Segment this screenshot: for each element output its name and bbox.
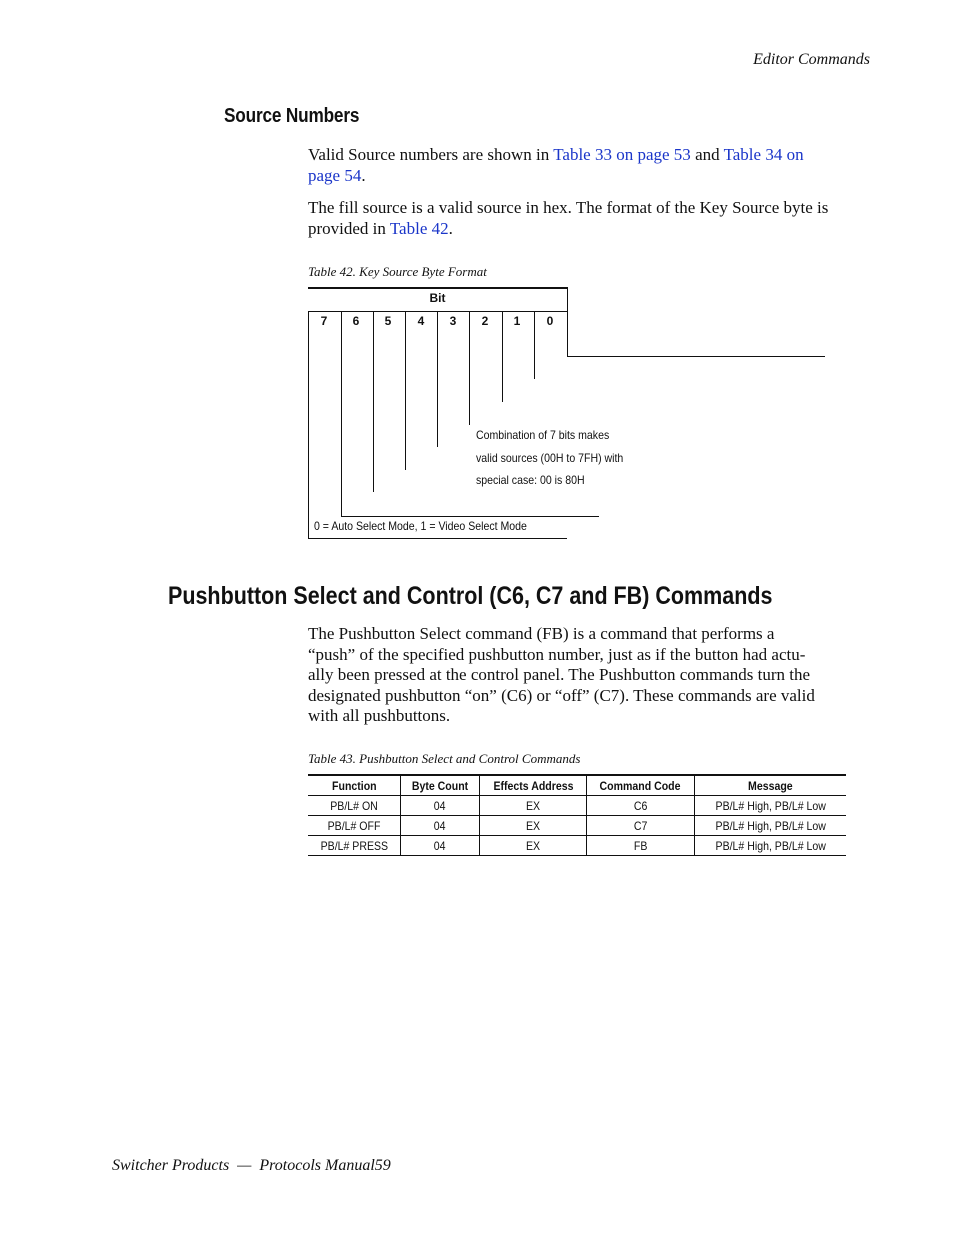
line: “push” of the specified pushbutton number, just as if the button had actu- [308,644,806,664]
cell: FB [587,836,695,856]
col-effects-address: Effects Address [480,775,587,796]
paragraph-valid-sources [308,145,870,186]
link-table-42[interactable]: Table 42 [389,218,449,238]
bit-7: 7 [320,314,328,328]
note-line-1: Combination of 7 bits makes [476,428,610,442]
pushbutton-commands-table [308,774,846,856]
bit-4: 4 [417,314,425,328]
line: ally been pressed at the control panel. The Pushbutton commands turn the [308,665,811,684]
bit6-leader [373,311,374,492]
bit-5: 5 [384,314,392,328]
text: . [361,165,366,185]
col-message: Message [695,775,847,796]
bit7-leader [341,311,342,516]
note-line-2: valid sources (00H to 7FH) with [476,451,624,465]
table-row [308,836,846,856]
section-heading-source-numbers: Source Numbers [224,105,360,127]
table-43-caption: Table 43. Pushbutton Select and Control Commands [308,751,581,766]
cell: C6 [587,796,695,816]
bit2-leader [502,311,503,402]
frame-left [308,311,309,539]
note-line-3: special case: 00 is 80H [476,473,585,487]
cell: PB/L# PRESS [308,836,401,856]
cell: 04 [401,796,480,816]
line: designated pushbutton “on” (C6) or “off” (C7). These commands are valid [308,685,815,705]
cell: 04 [401,816,480,836]
bit5-leader [405,311,406,470]
cell: EX [480,836,587,856]
col-command-code: Command Code [587,775,695,796]
cell: EX [480,816,587,836]
cell: PB/L# High, PB/L# Low [695,816,847,836]
line: The Pushbutton Select command (FB) is a command that performs a [308,624,775,643]
table-42-caption: Table 42. Key Source Byte Format [308,264,487,279]
bit-2: 2 [481,314,489,328]
bit-1: 1 [513,314,521,328]
bit3-leader [469,311,470,425]
bit-6: 6 [352,314,360,328]
table-row [308,796,846,816]
link-table-34[interactable]: Table 34 on [723,145,804,164]
table-header-row [308,775,846,796]
text: Valid Source numbers are shown in [308,145,554,164]
bit1-leader [534,311,535,379]
bit-header: Bit [429,291,446,305]
paragraph-pushbutton [308,624,878,727]
bit7-label: 0 = Auto Select Mode, 1 = Video Select Mode [314,519,527,533]
frame-bottom [308,538,567,539]
cell: PB/L# High, PB/L# Low [695,796,847,816]
cell: 04 [401,836,480,856]
cell: PB/L# OFF [308,816,401,836]
col-function: Function [308,775,401,796]
cell: C7 [587,816,695,836]
bit0-leader [567,356,825,357]
cell: PB/L# High, PB/L# Low [695,836,847,856]
running-head: Editor Commands [753,51,870,68]
text: and [690,145,724,164]
paragraph-fill-source [308,198,870,239]
frame-right [567,287,568,357]
table-row [308,816,846,836]
bit-0: 0 [546,314,554,328]
bit7-leader-horizontal [341,516,599,517]
cell: PB/L# ON [308,796,401,816]
bit4-leader [437,311,438,447]
page-footer: Switcher Products — Protocols Manual59 [112,1157,391,1174]
bit-3: 3 [449,314,457,328]
section-heading-pushbutton: Pushbutton Select and Control (C6, C7 and FB) Commands [168,582,773,610]
line: with all pushbuttons. [308,706,451,725]
cell: EX [480,796,587,816]
key-source-byte-diagram [308,287,828,542]
text: . [448,218,453,238]
rule [308,287,567,289]
col-byte-count: Byte Count [401,775,480,796]
link-table-34-page[interactable]: page 54 [308,165,362,185]
link-table-33[interactable]: Table 33 on page 53 [553,145,691,164]
text: The fill source is a valid source in hex. The format of the Key Source byte is provided in [308,198,829,238]
